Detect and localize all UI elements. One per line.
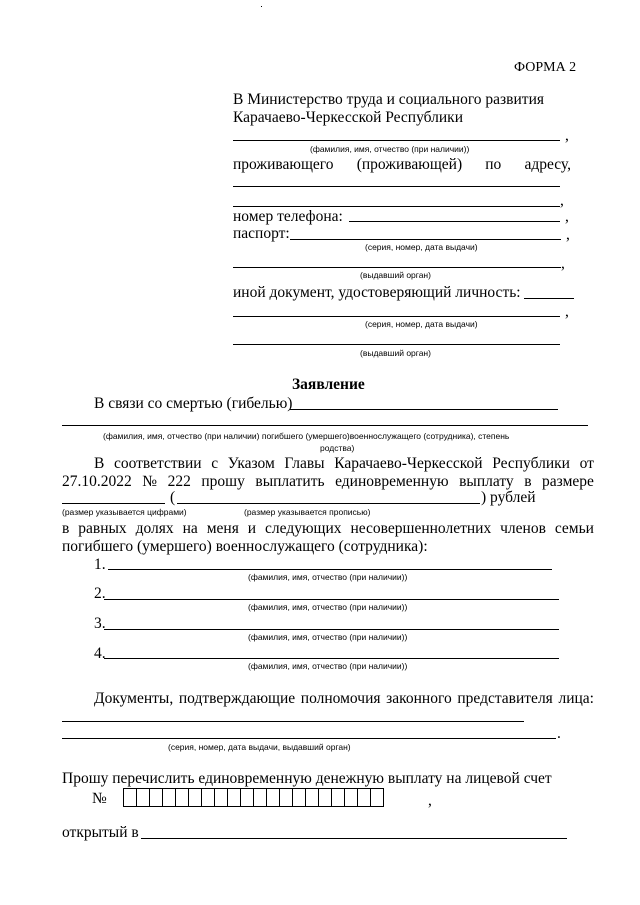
comma: , bbox=[566, 226, 570, 243]
decree-word: выплату bbox=[459, 473, 514, 490]
account-digit-cell[interactable] bbox=[371, 789, 383, 806]
other-doc-field[interactable] bbox=[524, 298, 574, 299]
member-2-field[interactable] bbox=[104, 599, 559, 600]
amount-words-caption: (размер указывается прописью) bbox=[244, 507, 371, 517]
amount-digits-caption: (размер указывается цифрами) bbox=[62, 507, 187, 517]
account-digit-cell[interactable] bbox=[228, 789, 241, 806]
other-doc-details-field[interactable] bbox=[233, 316, 560, 317]
shares-line-1 bbox=[62, 521, 594, 537]
other-doc-issuer-field[interactable] bbox=[233, 344, 560, 345]
member-caption: (фамилия, имя, отчество (при наличии)) bbox=[248, 602, 408, 612]
docs-word: подтверждающие bbox=[178, 690, 296, 707]
rubles-label: ) рублей bbox=[481, 489, 536, 506]
other-doc-caption: (серия, номер, дата выдачи) bbox=[365, 319, 478, 329]
member-caption: (фамилия, имя, отчество (при наличии)) bbox=[248, 632, 408, 642]
docs-word: лица: bbox=[558, 690, 594, 707]
phone-field[interactable] bbox=[349, 221, 560, 222]
passport-field[interactable] bbox=[290, 239, 561, 240]
address-field-1[interactable] bbox=[233, 186, 560, 187]
shares-word: и bbox=[247, 520, 257, 537]
docs-word: полномочия bbox=[300, 690, 381, 707]
scan-dot bbox=[261, 6, 262, 7]
form-label: ФОРМА 2 bbox=[514, 60, 577, 75]
docs-word: представителя bbox=[457, 690, 553, 707]
member-3-field[interactable] bbox=[104, 629, 559, 630]
account-digit-cell[interactable] bbox=[358, 789, 371, 806]
shares-word: долях bbox=[135, 520, 174, 537]
period: . bbox=[557, 725, 561, 742]
account-digit-cell[interactable] bbox=[150, 789, 163, 806]
residing-word: (проживающей) bbox=[356, 156, 463, 173]
member-number: 4. bbox=[94, 645, 106, 662]
comma: , bbox=[565, 127, 569, 144]
decree-word: единовременную bbox=[335, 473, 449, 490]
passport-label: паспорт: bbox=[233, 225, 290, 242]
applicant-fio-field[interactable] bbox=[233, 140, 560, 141]
bank-name-field[interactable] bbox=[141, 838, 567, 839]
decree-word: выплатить bbox=[255, 473, 325, 490]
account-digit-cell[interactable] bbox=[202, 789, 215, 806]
representative-doc-field-2[interactable] bbox=[62, 738, 556, 739]
deceased-name-field[interactable] bbox=[290, 409, 558, 410]
account-digit-cell[interactable] bbox=[254, 789, 267, 806]
representative-doc-field-1[interactable] bbox=[62, 721, 524, 722]
shares-word: семьи bbox=[554, 520, 594, 537]
shares-word: меня bbox=[206, 520, 239, 537]
decree-word: Указом bbox=[227, 455, 275, 472]
account-number-cells[interactable] bbox=[123, 788, 384, 807]
decree-word: в bbox=[524, 473, 532, 490]
address-field-2[interactable] bbox=[233, 206, 560, 207]
shares-word: на bbox=[182, 520, 198, 537]
decree-word: Главы bbox=[284, 455, 325, 472]
decree-word: № bbox=[142, 473, 158, 490]
comma: , bbox=[565, 303, 569, 320]
passport-issuer-field[interactable] bbox=[233, 267, 561, 268]
account-digit-cell[interactable] bbox=[345, 789, 358, 806]
comma: , bbox=[561, 255, 565, 272]
member-number: 2. bbox=[94, 585, 106, 602]
decree-word: Карачаево-Черкесской bbox=[334, 455, 483, 472]
amount-digits-field[interactable] bbox=[62, 503, 165, 504]
deceased-caption: (фамилия, имя, отчество (при наличии) погибшего (умершего)военнослужащего (сотрудника), степень bbox=[103, 431, 510, 441]
decree-line-2 bbox=[62, 474, 594, 490]
transfer-text: Прошу перечислить единовременную денежную выплату на лицевой счет bbox=[62, 770, 552, 787]
account-digit-cell[interactable] bbox=[306, 789, 319, 806]
decree-word: 222 bbox=[167, 473, 191, 490]
account-digit-cell[interactable] bbox=[241, 789, 254, 806]
account-digit-cell[interactable] bbox=[332, 789, 345, 806]
decree-word: с bbox=[211, 455, 219, 472]
statement-title: Заявление bbox=[292, 376, 365, 393]
comma: , bbox=[428, 792, 432, 809]
death-label: В связи со смертью (гибелью) bbox=[94, 395, 293, 412]
decree-word: соответствии bbox=[113, 455, 202, 472]
residing-line bbox=[233, 157, 571, 173]
passport-issuer-caption: (выдавший орган) bbox=[360, 270, 431, 280]
decree-word: Республики bbox=[492, 455, 570, 472]
addressee-line-1: В Министерство труда и социального развития bbox=[233, 91, 544, 108]
member-number: 3. bbox=[94, 615, 106, 632]
residing-word: адресу, bbox=[524, 156, 571, 173]
decree-line-1 bbox=[94, 456, 594, 472]
member-4-field[interactable] bbox=[104, 658, 559, 659]
docs-line bbox=[94, 691, 594, 707]
account-digit-cell[interactable] bbox=[124, 789, 137, 806]
decree-word: 27.10.2022 bbox=[62, 473, 132, 490]
account-digit-cell[interactable] bbox=[267, 789, 280, 806]
account-digit-cell[interactable] bbox=[163, 789, 176, 806]
other-doc-issuer-caption: (выдавший орган) bbox=[360, 348, 431, 358]
shares-word: равных bbox=[78, 520, 127, 537]
account-digit-cell[interactable] bbox=[176, 789, 189, 806]
decree-word: прошу bbox=[201, 473, 245, 490]
member-1-field[interactable] bbox=[108, 569, 552, 570]
passport-caption: (серия, номер, дата выдачи) bbox=[365, 242, 478, 252]
member-caption: (фамилия, имя, отчество (при наличии)) bbox=[248, 572, 408, 582]
decree-word: от bbox=[579, 455, 594, 472]
decree-word: размере bbox=[542, 473, 594, 490]
applicant-fio-caption: (фамилия, имя, отчество (при наличии)) bbox=[310, 144, 470, 154]
account-digit-cell[interactable] bbox=[293, 789, 306, 806]
account-number-label: № bbox=[92, 790, 107, 807]
docs-word: законного bbox=[386, 690, 452, 707]
comma: , bbox=[560, 192, 564, 209]
member-number: 1. bbox=[94, 556, 106, 573]
shares-word: несовершеннолетних bbox=[350, 520, 492, 537]
opened-in-label: открытый в bbox=[62, 824, 139, 841]
docs-word: Документы, bbox=[94, 690, 174, 707]
comma: , bbox=[565, 208, 569, 225]
account-digit-cell[interactable] bbox=[215, 789, 228, 806]
account-digit-cell[interactable] bbox=[189, 789, 202, 806]
amount-words-field[interactable] bbox=[177, 503, 480, 504]
deceased-caption-cont: родства) bbox=[320, 443, 355, 453]
representative-doc-caption: (серия, номер, дата выдачи, выдавший орган) bbox=[168, 742, 351, 752]
shares-word: в bbox=[62, 520, 70, 537]
residing-word: по bbox=[485, 156, 502, 173]
deceased-details-field[interactable] bbox=[62, 425, 588, 426]
member-caption: (фамилия, имя, отчество (при наличии)) bbox=[248, 661, 408, 671]
paren-open: ( bbox=[170, 489, 176, 506]
shares-word: следующих bbox=[265, 520, 342, 537]
residing-word: проживающего bbox=[233, 156, 334, 173]
account-digit-cell[interactable] bbox=[137, 789, 150, 806]
account-digit-cell[interactable] bbox=[280, 789, 293, 806]
account-digit-cell[interactable] bbox=[319, 789, 332, 806]
addressee-line-2: Карачаево-Черкесской Республики bbox=[233, 109, 463, 126]
decree-word: В bbox=[94, 455, 105, 472]
shares-line-2: погибшего (умершего) военнослужащего (сотрудника): bbox=[62, 538, 428, 555]
shares-word: членов bbox=[500, 520, 546, 537]
other-doc-label: иной документ, удостоверяющий личность: bbox=[233, 284, 521, 301]
phone-label: номер телефона: bbox=[233, 208, 343, 225]
